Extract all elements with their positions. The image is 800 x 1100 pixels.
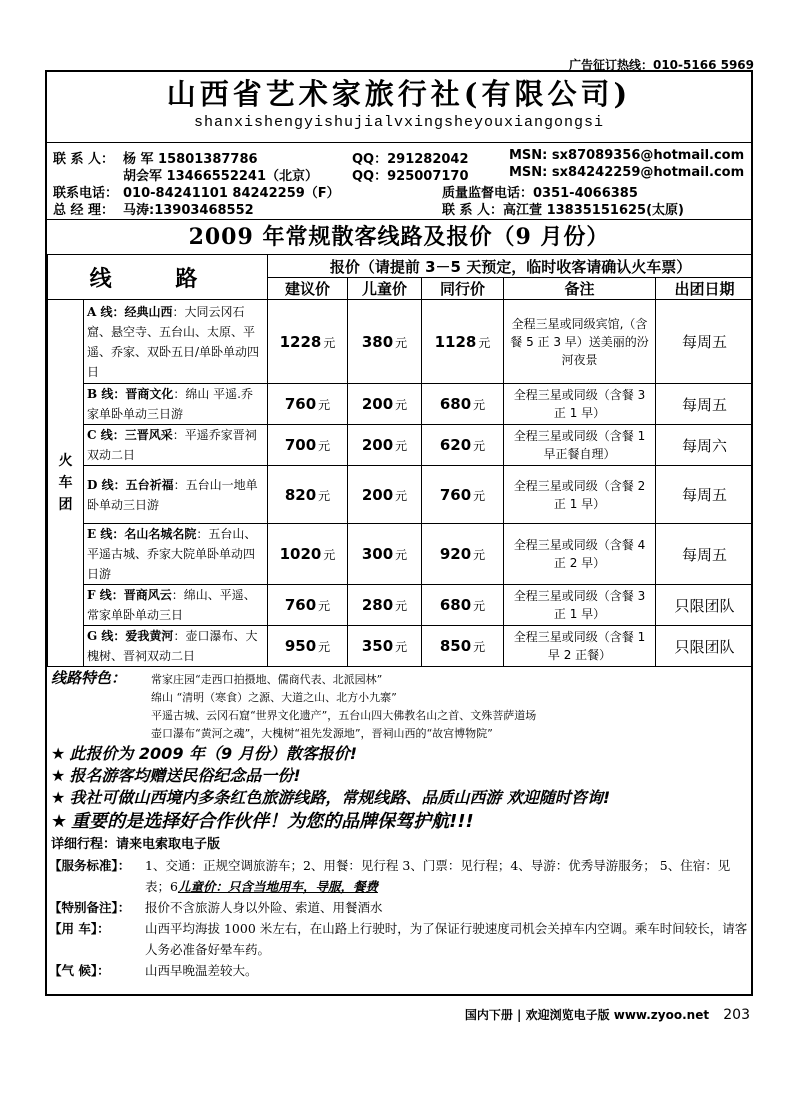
route-row — [48, 425, 754, 466]
manager-value: 马涛:13903468552 — [123, 203, 254, 218]
price-header: 报价（请提前 3－5 天预定，临时收客请确认火车票） — [268, 255, 753, 278]
star-icon: ★ — [51, 811, 68, 832]
car-text: 山西平均海拔 1000 米左右，在山路上行驶时，为了保证行驶速度司机会关掉车内空调。乘车时间较长，请客人务必准备好晕车药。 — [145, 921, 748, 957]
currency-unit: 元 — [478, 335, 491, 350]
route-remark: 全程三星或同级（含餐 1 早正餐自理） — [504, 425, 656, 466]
footer-text: 国内下册 | 欢迎浏览电子版 www.zyoo.net — [464, 1008, 710, 1022]
route-detail: ：壶口瀑布、大槐树、晋祠双动二日 — [87, 629, 258, 663]
price-table — [47, 254, 753, 667]
currency-unit: 元 — [395, 599, 408, 613]
route-name: A 线：经典山西 — [87, 304, 173, 319]
star-icon: ★ — [51, 766, 66, 785]
price-suggest: 700 元 — [268, 425, 348, 466]
route-features — [47, 667, 751, 743]
route-remark: 全程三星或同级（含餐 2 正 1 早） — [504, 466, 656, 524]
route-description — [84, 466, 268, 524]
route-detail: ：五台山一地单卧单动三日游 — [87, 477, 258, 512]
price-title: 2009 年常规散客线路及报价（9 月份） — [188, 224, 610, 250]
train-group-label: 火 车 团 — [48, 300, 84, 667]
route-detail: ：大同云冈石窟、悬空寺、五台山、太原、平遥、乔家、双卧五日/单卧单动四日 — [87, 304, 260, 379]
route-name: F 线：晋商风云 — [87, 588, 172, 602]
price-peer: 850 元 — [422, 626, 504, 667]
depart-date: 每周六 — [656, 425, 753, 466]
features-label: 线路特色： — [51, 669, 127, 687]
price-child: 200 元 — [348, 425, 422, 466]
route-row — [48, 300, 754, 384]
price-suggest: 760 元 — [268, 585, 348, 626]
ad-hotline: 广告征订热线：010-5166 5969 — [568, 58, 754, 72]
currency-unit: 元 — [473, 640, 486, 654]
price-peer: 620 元 — [422, 425, 504, 466]
route-row — [48, 466, 754, 524]
currency-unit: 元 — [318, 599, 331, 613]
route-detail: ：绵山 平遥.乔家单卧单动三日游 — [87, 387, 253, 421]
quality-phone: 质量监督电话：0351-4066385 — [442, 186, 638, 201]
route-description — [84, 626, 268, 667]
company-pinyin: shanxishengyishujialvxingsheyouxiangongsi — [193, 114, 605, 131]
contact-msn-2: MSN: sx84242259@hotmail.com — [509, 165, 745, 180]
route-row — [48, 585, 754, 626]
contact-msn-1: MSN: sx87089356@hotmail.com — [509, 148, 745, 163]
notice-text: 此报价为 2009 年（9 月份）散客报价! — [69, 744, 358, 763]
col-remark: 备注 — [504, 278, 656, 300]
currency-unit: 元 — [323, 335, 336, 350]
climate-text: 山西早晚温差较大。 — [145, 963, 258, 978]
star-icon: ★ — [51, 788, 66, 807]
contact-block — [47, 143, 751, 220]
route-row — [48, 384, 754, 425]
note-key: 【特别备注】： — [49, 900, 131, 915]
price-suggest: 760 元 — [268, 384, 348, 425]
price-peer: 920 元 — [422, 524, 504, 585]
depart-date: 每周五 — [656, 466, 753, 524]
feature-line: 壶口瀑布“黄河之魂”，大槐树“祖先发源地”，晋祠山西的“故宫博物院” — [151, 727, 493, 740]
col-child-price: 儿童价 — [348, 278, 422, 300]
depart-date: 每周五 — [656, 384, 753, 425]
price-child: 200 元 — [348, 466, 422, 524]
route-detail: ：五台山、平遥古城、乔家大院单卧单动四日游 — [87, 527, 257, 581]
currency-unit: 元 — [395, 548, 408, 562]
page-number: 203 — [723, 1007, 750, 1023]
feature-line: 平遥古城、云冈石窟“世界文化遗产”，五台山四大佛教名山之首、文殊菩萨道场 — [151, 709, 537, 722]
itinerary-note: 详细行程：请来电索取电子版 — [51, 837, 221, 852]
price-peer: 680 元 — [422, 585, 504, 626]
route-remark: 全程三星或同级（含餐 3 正 1 早） — [504, 384, 656, 425]
route-detail: ：平遥乔家晋祠双动二日 — [87, 428, 257, 462]
vehicle-note — [47, 918, 751, 960]
price-child: 200 元 — [348, 384, 422, 425]
contact-qq-1: QQ：291282042 — [352, 152, 469, 167]
service-key: 【服务标准】： — [49, 858, 131, 873]
contact-person-1: 杨 军 15801387786 — [123, 152, 258, 167]
currency-unit: 元 — [395, 439, 408, 453]
contact-taiyuan: 联 系 人：高江萱 13835151625(太原) — [442, 203, 684, 218]
route-name: C 线：三晋风采 — [87, 428, 173, 442]
climate-note — [47, 960, 751, 981]
depart-date: 每周五 — [656, 524, 753, 585]
route-header: 线 路 — [48, 255, 268, 300]
feature-line: 常家庄园“走西口拍摄地、儒商代表、北派园林” — [151, 673, 383, 686]
notice-line — [47, 809, 751, 835]
price-suggest: 950 元 — [268, 626, 348, 667]
currency-unit: 元 — [318, 398, 331, 412]
route-description — [84, 425, 268, 466]
price-suggest: 1228 元 — [268, 300, 348, 384]
price-suggest: 1020 元 — [268, 524, 348, 585]
route-remark: 全程三星或同级（含餐 3 正 1 早） — [504, 585, 656, 626]
currency-unit: 元 — [395, 398, 408, 412]
note-text: 报价不含旅游人身以外险、索道、用餐酒水 — [145, 900, 383, 915]
currency-unit: 元 — [473, 548, 486, 562]
depart-date: 只限团队 — [656, 585, 753, 626]
ad-frame — [45, 70, 753, 996]
price-child: 280 元 — [348, 585, 422, 626]
car-key: 【用 车】： — [49, 921, 110, 936]
star-icon: ★ — [51, 744, 66, 763]
price-child: 380 元 — [348, 300, 422, 384]
route-description — [84, 585, 268, 626]
currency-unit: 元 — [473, 599, 486, 613]
price-suggest: 820 元 — [268, 466, 348, 524]
currency-unit: 元 — [395, 640, 408, 654]
child-price-note: 儿童价：只含当地用车，导服，餐费 — [177, 879, 378, 894]
currency-unit: 元 — [318, 488, 331, 503]
company-banner — [47, 72, 751, 143]
route-description — [84, 300, 268, 384]
price-peer: 680 元 — [422, 384, 504, 425]
service-text: 1、交通：正规空调旅游车；2、用餐：见行程 3、门票：见行程；4、导游：优秀导游服务； 5、住宿：见表；6 — [145, 858, 731, 894]
route-remark: 全程三星或同级宾馆,（含餐 5 正 3 早）送美丽的汾河夜景 — [504, 300, 656, 384]
notice-text: 重要的是选择好合作伙伴！为您的品牌保驾护航!!! — [71, 811, 474, 832]
route-name: D 线：五台祈福 — [87, 477, 174, 492]
col-depart-date: 出团日期 — [656, 278, 753, 300]
manager-label: 总 经 理： — [53, 203, 115, 218]
currency-unit: 元 — [395, 335, 408, 350]
notice-line — [47, 743, 751, 765]
notice-text: 报名游客均赠送民俗纪念品一份! — [69, 766, 301, 785]
contact-qq-2: QQ：925007170 — [352, 169, 469, 184]
contact-label: 联 系 人： — [53, 152, 115, 167]
route-name: B 线：晋商文化 — [87, 387, 174, 401]
currency-unit: 元 — [323, 548, 336, 562]
service-standard — [47, 855, 751, 897]
price-child: 300 元 — [348, 524, 422, 585]
price-peer: 760 元 — [422, 466, 504, 524]
depart-date: 每周五 — [656, 300, 753, 384]
route-description — [84, 384, 268, 425]
col-suggest-price: 建议价 — [268, 278, 348, 300]
page-footer — [465, 1006, 750, 1023]
feature-line: 绵山 “清明（寒食）之源、大道之山、北方小九寨” — [151, 691, 397, 704]
route-name: E 线：名山名城名院 — [87, 527, 197, 541]
notice-text: 我社可做山西境内多条红色旅游线路，常规线路、品质山西游 欢迎随时咨询! — [69, 788, 611, 807]
route-name: G 线：爱我黄河 — [87, 629, 174, 643]
currency-unit: 元 — [318, 439, 331, 453]
currency-unit: 元 — [473, 439, 486, 453]
depart-date: 只限团队 — [656, 626, 753, 667]
route-remark: 全程三星或同级（含餐 1 早 2 正餐） — [504, 626, 656, 667]
contact-person-2: 胡会军 13466552241（北京） — [123, 169, 319, 184]
currency-unit: 元 — [473, 488, 486, 503]
price-child: 350 元 — [348, 626, 422, 667]
notice-line — [47, 787, 751, 809]
phone-label: 联系电话： — [53, 186, 119, 201]
route-remark: 全程三星或同级（含餐 4 正 2 早） — [504, 524, 656, 585]
route-detail: ：绵山、平遥、常家单卧单动三日 — [87, 588, 256, 622]
climate-key: 【气 候】： — [49, 963, 110, 978]
company-name: 山西省艺术家旅行社(有限公司) — [166, 77, 632, 111]
price-peer: 1128 元 — [422, 300, 504, 384]
route-row — [48, 524, 754, 585]
currency-unit: 元 — [395, 488, 408, 503]
route-row — [48, 626, 754, 667]
phone-value: 010-84241101 84242259（F） — [123, 186, 340, 201]
special-note — [47, 897, 751, 918]
currency-unit: 元 — [473, 398, 486, 412]
col-peer-price: 同行价 — [422, 278, 504, 300]
currency-unit: 元 — [318, 640, 331, 654]
route-description — [84, 524, 268, 585]
notice-line — [47, 765, 751, 787]
